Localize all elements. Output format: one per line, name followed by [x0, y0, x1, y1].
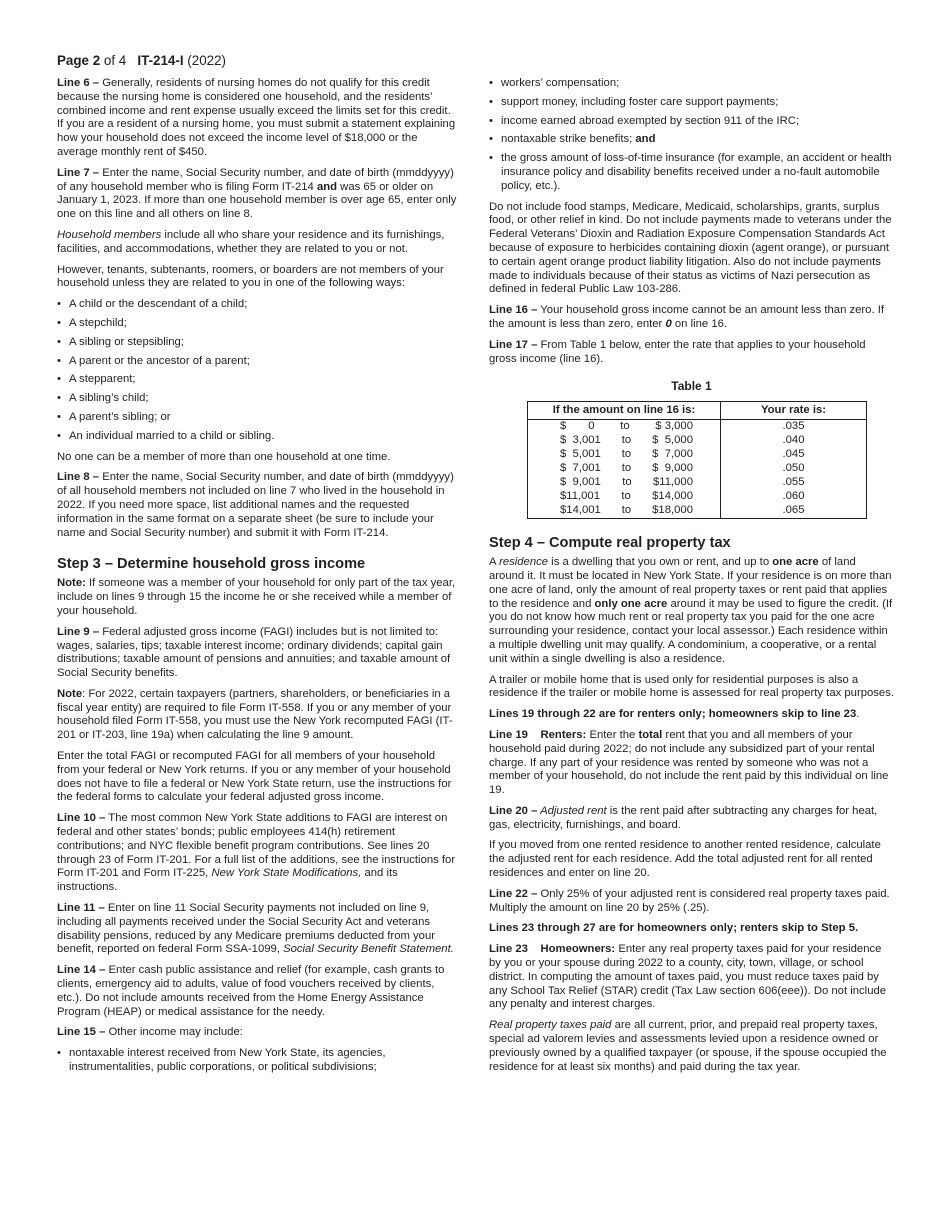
list-item: • support money, including foster care support payments;: [489, 96, 894, 110]
real-property-taxes-paragraph: Real property taxes paid are all current, prior, and prepaid real property taxes, special ad valorem levies and assessments levied upon a residence owned or previously owned by a qualified taxpayer (or spouse, if the spouse occupied the residence for at least six months) and paid during the tax year.: [489, 1019, 887, 1073]
moved-paragraph: If you moved from one rented residence to another rented residence, calculate the adjusted rent for each residence. Add the total adjusted rent for all rented residences and enter on line 20.: [489, 839, 881, 880]
table-1-title: Table 1: [671, 379, 712, 394]
household-members-paragraph: Household members include all who share your residence and its furnishings, facilities, and accommodations, whether they are related to you or not.: [57, 228, 445, 255]
right-column: [489, 77, 894, 1081]
list-item: • A stepchild;: [57, 317, 460, 331]
list-item: • A stepparent;: [57, 373, 460, 387]
range-from: $ 5,001: [560, 448, 601, 461]
range-to: $ 5,000: [652, 434, 693, 447]
line-16-paragraph: Line 16 – Your household gross income cannot be an amount less than zero. If the amount is less than zero, enter 0 on line 16.: [489, 304, 885, 330]
step-4-heading: Step 4 – Compute real property tax: [489, 535, 731, 552]
rate-cell: .040: [721, 434, 867, 448]
amount-range-cell: [528, 420, 721, 435]
line-22-paragraph: Line 22 – Only 25% of your adjusted rent is considered real property taxes paid. Multiply the amount on line 20 by 25% (.25).: [489, 887, 890, 914]
range-from: $ 9,001: [560, 476, 601, 489]
range-to: $ 9,000: [652, 462, 693, 475]
range-to-word: to: [621, 434, 632, 447]
list-item: • A child or the descendant of a child;: [57, 298, 460, 312]
form-number: IT-214-I: [137, 53, 184, 68]
left-column: [57, 77, 460, 1082]
table-row: [528, 420, 867, 435]
list-item: • A sibling or stepsibling;: [57, 336, 460, 350]
range-to-word: to: [621, 462, 632, 475]
fagi-note-paragraph: Note: For 2022, certain taxpayers (partners, shareholders, or beneficiaries in a fiscal year entity) are required to file Form IT-558. If you or any member of your household filed Form IT-558, you must use the New York recomputed FAGI (IT-201 or IT-203, line 19a) when calculating the line 9 amount.: [57, 687, 453, 742]
step-3-heading: Step 3 – Determine household gross income: [57, 556, 366, 573]
range-to: $18,000: [652, 504, 693, 517]
enter-total-paragraph: Enter the total FAGI or recomputed FAGI for all members of your household from your federal or New York returns. If you or any member of your household does not have to file a federal or New York State return, use the instructions for the federal forms to calculate your federal adjusted gross income.: [57, 750, 452, 804]
list-item: • income earned abroad exempted by section 911 of the IRC;: [489, 115, 894, 129]
line-19-paragraph: Line 19 Renters: Enter the total rent that you and all members of your household paid during 2022; do not include any subsidized part of your rental charge. If any part of your residence was rented by someone who was not a member of your household, do not include the rent paid by this individual on line 19.: [489, 728, 889, 797]
renters-only-note: Lines 19 through 22 are for renters only; homeowners skip to line 23.: [489, 708, 860, 721]
range-to-word: to: [620, 420, 630, 433]
table-row: [528, 462, 867, 476]
range-to-word: to: [621, 490, 631, 503]
range-from: $ 7,001: [560, 462, 601, 475]
relations-list: [57, 298, 460, 443]
rate-cell: .035: [721, 420, 867, 435]
line-7-paragraph: Line 7 – Enter the name, Social Security number, and date of birth (mmddyyyy) of any household member who is filing Form IT-214 and was 65 or older on January 1, 2023. If more than one household member is over age 65, enter only one on this line and all others on line 8.: [57, 166, 457, 221]
range-from: $ 0: [560, 420, 595, 433]
list-item: • nontaxable strike benefits; and: [489, 133, 894, 147]
page-number: Page 2: [57, 53, 101, 68]
line-8-paragraph: Line 8 – Enter the name, Social Security number, and date of birth (mmddyyyy) of all household members not included on line 7 who lived in the household in 2022. If you need more space, list additional names and the requested information in the same format on a separate sheet (be sure to include your name and Social Security number) and submit it with Form IT-214.: [57, 471, 454, 539]
other-income-list-start: [57, 1047, 460, 1075]
page-header: [57, 53, 226, 68]
range-to-word: to: [621, 504, 632, 517]
line-23-paragraph: Line 23 Homeowners: Enter any real property taxes paid for your residence by you or your spouse during 2022 to a county, city, town, village, or school district. In computing the amount of taxes paid, you must reduce taxes paid by any School Tax Relief (STAR) credit (Tax Law section 606(eee)). Do not include any penalty and interest charges.: [489, 943, 887, 1011]
range-from: $11,001: [560, 490, 600, 503]
range-to: $14,000: [652, 490, 693, 503]
form-year: (2022): [183, 53, 227, 68]
list-item: • nontaxable interest received from New York State, its agencies, instrumentalities, public corporations, or political subdivisions;: [57, 1047, 460, 1075]
residence-paragraph: A residence is a dwelling that you own or rent, and up to one acre of land around it. It must be located in New York State. If your residence is on more than one acre of land, only the amount of real property taxes or rent paid that applies to the residence and only one acre around it may be used to figure the credit. (If you do not know how much rent or real property tax you paid for the one acre surrounding your residence, contact your local assessor.) Each residence within a multiple dwelling unit may qualify. A condominium, a cooperative, or a rental unit within a single dwelling is also a residence.: [489, 556, 893, 665]
line-11-paragraph: Line 11 – Enter on line 11 Social Security payments not included on line 9, including all payments received under the Social Security Act and veterans disability pensions, reduced by any Medicare premiums deducted from your benefit, reported on federal Form SSA-1099, Social Security Benefit Statement.: [57, 902, 454, 956]
line-20-paragraph: Line 20 – Adjusted rent is the rent paid after subtracting any charges for heat, gas, electricity, furnishings, and board.: [489, 804, 878, 831]
amount-range-cell: [528, 490, 721, 504]
range-to: $ 3,000: [655, 420, 693, 433]
line-10-paragraph: Line 10 – The most common New York State additions to FAGI are interest on federal and other states’ bonds; public employees 414(h) retirement contributions; and NYC flexible benefit program contributions. See lines 20 through 23 of Form IT-201. For a full list of the additions, see the instructions for Form IT-201 and Form IT-225, New York State Modifications, and its instructions.: [57, 812, 456, 894]
range-from: $14,001: [560, 504, 601, 517]
line-6-paragraph: Line 6 – Generally, residents of nursing homes do not qualify for this credit because the nursing home is considered one household, and the residents’ combined income and rent expense usually exceed the limits set for this credit. If you are a resident of a nursing home, you must submit a statement explaining how your household does not exceed the income level of $18,000 or the average monthly rent of $450.: [57, 77, 456, 158]
amount-range-cell: [528, 462, 721, 476]
table-row: [528, 504, 867, 519]
amount-range-cell: [528, 476, 721, 490]
range-to: $ 7,000: [652, 448, 693, 461]
rate-cell: .055: [721, 476, 867, 490]
however-paragraph: However, tenants, subtenants, roomers, or boarders are not members of your household unless they are related to you in one of the following ways:: [57, 263, 444, 290]
list-item: • workers’ compensation;: [489, 77, 894, 91]
page-total: of 4: [100, 53, 127, 68]
table-header-amount: If the amount on line 16 is:: [528, 402, 721, 420]
rate-cell: .050: [721, 462, 867, 476]
list-item: • A sibling’s child;: [57, 392, 460, 406]
rate-cell: .065: [721, 504, 867, 519]
line-15-paragraph: Line 15 – Other income may include:: [57, 1026, 243, 1039]
table-header-rate: Your rate is:: [721, 402, 867, 420]
list-item: • An individual married to a child or sibling.: [57, 430, 460, 444]
range-to-word: to: [622, 476, 632, 489]
amount-range-cell: [528, 448, 721, 462]
line-14-paragraph: Line 14 – Enter cash public assistance and relief (for example, cash grants to clients, emergency aid to adults, value of food vouchers received by clients, etc.). Do not include amounts received from the Home Energy Assistance Program (HEAP) or medical assistance for the needy.: [57, 964, 445, 1018]
rate-table: [527, 401, 867, 519]
list-item: • A parent or the ancestor of a parent;: [57, 355, 460, 369]
range-to-word: to: [621, 448, 632, 461]
homeowners-only-note: Lines 23 through 27 are for homeowners only; renters skip to Step 5.: [489, 922, 859, 935]
one-household-paragraph: No one can be a member of more than one household at one time.: [57, 450, 391, 463]
step-3-note: Note: If someone was a member of your household for only part of the tax year, include on lines 9 through 15 the income he or she received while a member of your household.: [57, 577, 456, 617]
rate-cell: .060: [721, 490, 867, 504]
line-17-paragraph: Line 17 – From Table 1 below, enter the rate that applies to your household gross income (line 16).: [489, 338, 866, 365]
trailer-paragraph: A trailer or mobile home that is used only for residential purposes is also a residence if the trailer or mobile home is assessed for real property tax purposes.: [489, 673, 894, 700]
table-row: [528, 490, 867, 504]
table-row: [528, 448, 867, 462]
line-9-paragraph: Line 9 – Federal adjusted gross income (FAGI) includes but is not limited to: wages, salaries, tips; taxable interest income; ordinary dividends; capital gain distributions; taxable amount of pensions and annuities; and taxable amount of Social Security benefits.: [57, 625, 451, 680]
table-row: [528, 434, 867, 448]
exclusions-paragraph: Do not include food stamps, Medicare, Medicaid, scholarships, grants, surplus food, or other relief in kind. Do not include payments made to veterans under the Federal Veterans’ Dioxin and Radiation Exposure Compensation Standards Act because of exposure to herbicides containing dioxin (agent orange), or pursuant to certain agent orange product liability litigation. Also do not include payments made to individuals because of their status as victims of Nazi persecution as defined in federal Public Law 103-286.: [489, 200, 892, 296]
amount-range-cell: [528, 434, 721, 448]
other-income-list: [489, 77, 894, 194]
list-item: • the gross amount of loss-of-time insurance (for example, an accident or health insurance policy and disability benefits received under a no-fault automobile policy, etc.).: [489, 152, 894, 193]
list-item: • A parent’s sibling; or: [57, 411, 460, 425]
range-from: $ 3,001: [560, 434, 601, 447]
range-to: $11,000: [652, 476, 693, 489]
amount-range-cell: [528, 504, 721, 519]
rate-cell: .045: [721, 448, 867, 462]
table-row: [528, 476, 867, 490]
